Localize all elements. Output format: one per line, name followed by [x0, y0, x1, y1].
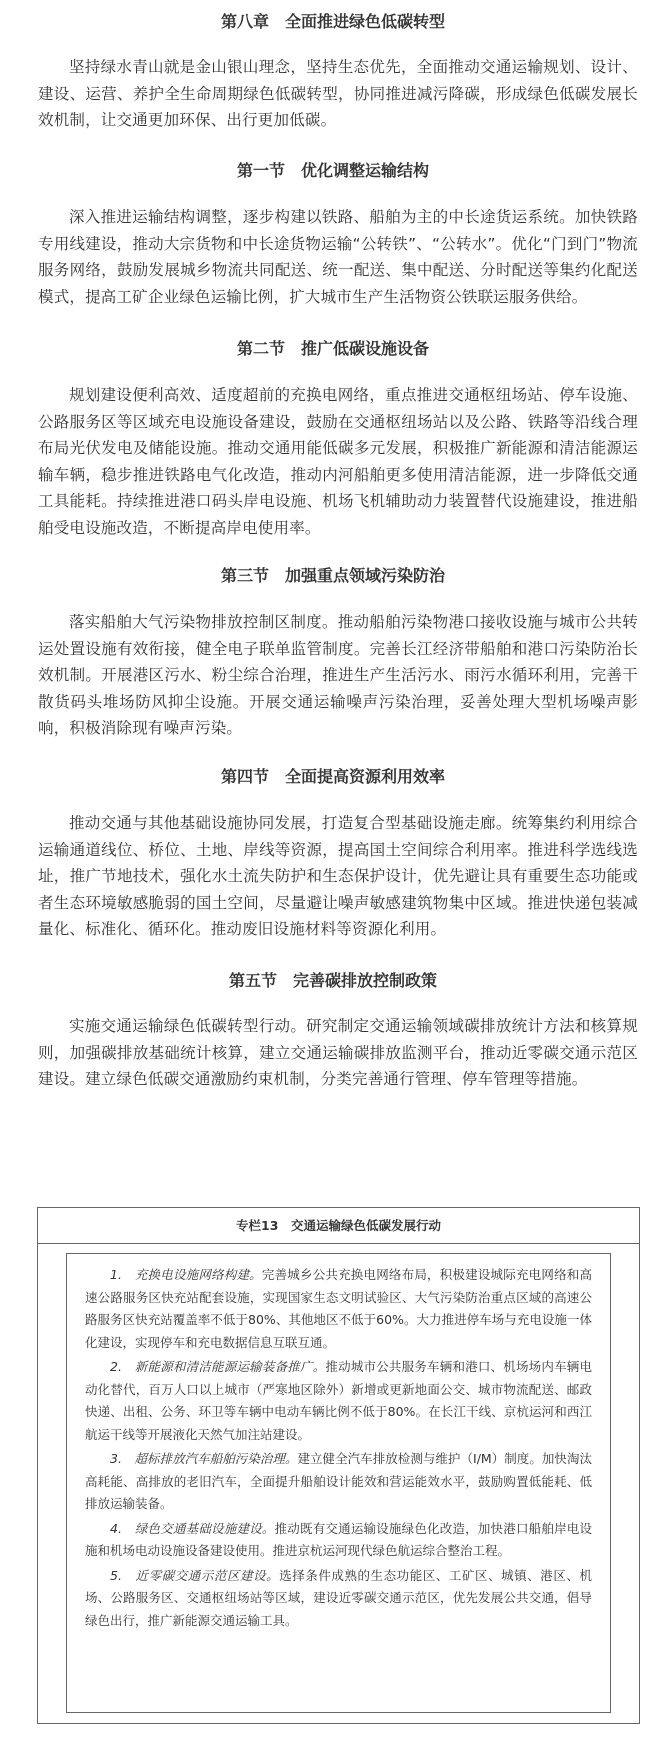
section-1-heading: [0, 158, 666, 181]
section-title: 第五节 完善碳排放控制政策: [228, 971, 437, 990]
section-2-heading: [0, 336, 666, 359]
section-5-heading: [0, 968, 666, 991]
column-item-text: 推动城市公共服务车辆和港口、机场场内车辆电动化替代，百万人口以上城市（严寒地区除外）新增或更新地面公交、城市物流配送、邮政快递、出租、公务、环卫等车辆中电动车辆比例不低于80%。在长江干线、京杭运河和西江航运干线等开展液化天然气加注站建设。: [85, 1359, 592, 1442]
column-item-lead: 4. 绿色交通基础设施建设。: [110, 1520, 275, 1536]
column-content: [66, 1253, 611, 1713]
section-3-text: 落实船舶大气污染物排放控制区制度。推动船舶污染物港口接收设施与城市公共转运处置设施有效衔接，健全电子联单监管制度。完善长江经济带船舶和港口污染防治长效机制。开展港区污水、粉尘综合治理，推进生产生活污水、雨污水循环利用，完善干散货码头堆场防风抑尘设施。开展交通运输噪声污染治理，妥善处理大型机场噪声影响，积极消除现有噪声污染。: [38, 613, 638, 737]
column-item: [85, 1264, 592, 1354]
column-item: [85, 1565, 592, 1633]
section-title: 第一节 优化调整运输结构: [236, 161, 429, 180]
column-item-text: 完善城乡公共充换电网络布局，积极建设城际充电网络和高速公路服务区快充站配套设施，实现国家生态文明试验区、大气污染防治重点区域的高速公路服务区快充站覆盖率不低于80%、其他地区不低于60%。大力推进停车场与充电设施一体化建设，实现停车和充电数据信息互联互通。: [85, 1267, 592, 1350]
column-item: [85, 1448, 592, 1516]
column-item-lead: 3. 超标排放汽车船舶污染治理。: [110, 1451, 298, 1466]
column-item-text: 建立健全汽车排放检测与维护（I/M）制度。加快淘汰高耗能、高排放的老旧汽车，全面提升船舶设计能效和营运能效水平，鼓励购置低能耗、低排放运输装备。: [85, 1451, 592, 1511]
column-item-lead: 5. 近零碳交通示范区建设。: [110, 1567, 280, 1583]
section-title: 第四节 全面提高资源利用效率: [220, 767, 445, 786]
section-4-heading: [0, 764, 666, 787]
column-item-text: 选择条件成熟的生态功能区、工矿区、城镇、港区、机场、公路服务区、交通枢纽场站等区域，建设近零碳交通示范区，优先发展公共交通，倡导绿色出行，推广新能源交通运输工具。: [85, 1567, 592, 1628]
column-item-lead: 2. 新能源和清洁能源运输装备推广。: [110, 1359, 326, 1374]
section-4-text: 推动交通与其他基础设施协同发展，打造复合型基础设施走廊。统筹集约利用综合运输通道线位、桥位、土地、岸线等资源，提高国土空间综合利用率。推进科学选线选址，推广节地技术，强化水土流失防护和生态保护设计，优先避让具有重要生态功能或者生态环境敏感脆弱的国土空间，尽量避让噪声敏感建筑物集中区域。推进快递包装减量化、标准化、循环化。推动废旧设施材料等资源化利用。: [38, 814, 638, 938]
column-title: 专栏13 交通运输绿色低碳发展行动: [38, 1208, 639, 1244]
section-5-text: 实施交通运输绿色低碳转型行动。研究制定交通运输领域碳排放统计方法和核算规则，加强碳排放基础统计核算，建立交通运输碳排放监测平台，推动近零碳交通示范区建设。建立绿色低碳交通激励约束机制，分类完善通行管理、停车管理等措施。: [38, 1017, 638, 1088]
section-title: 第二节 推广低碳设施设备: [236, 339, 429, 358]
section-2-text: 规划建设便利高效、适度超前的充换电网络，重点推进交通枢纽场站、停车设施、公路服务区等区域充电设施设备建设，鼓励在交通枢纽场站以及公路、铁路等沿线合理布局光伏发电及储能设施。推动交通用能低碳多元发展，积极推广新能源和清洁能源运输车辆，稳步推进铁路电气化改造，推动内河船舶更多使用清洁能源，进一步降低交通工具能耗。持续推进港口码头岸电设施、机场飞机辅助动力装置替代设施建设，推进船舶受电设施改造，不断提高岸电使用率。: [38, 386, 638, 537]
chapter-heading: [0, 9, 666, 32]
chapter-intro: 坚持绿水青山就是金山银山理念，坚持生态优先，全面推动交通运输规划、设计、建设、运营、养护全生命周期绿色低碳转型，协同推进减污降碳，形成绿色低碳发展长效机制，让交通更加环保、出行更加低碳。: [38, 58, 638, 129]
column-item-lead: 1. 充换电设施网络构建。: [110, 1267, 262, 1282]
section-1-text: 深入推进运输结构调整，逐步构建以铁路、船舶为主的中长途货运系统。加快铁路专用线建设，推动大宗货物和中长途货物运输“公转铁”、“公转水”。优化“门到门”物流服务网络，鼓励发展城乡物流共同配送、统一配送、集中配送、分时配送等集约化配送模式，提高工矿企业绿色运输比例，扩大城市生产生活物资公铁联运服务供给。: [38, 208, 638, 306]
column-item-text: 推动既有交通运输设施绿色化改造，加快港口船舶岸电设施和机场电动设施设备建设使用。推进京杭运河现代绿色航运综合整治工程。: [85, 1520, 592, 1558]
chapter-title: 第八章 全面推进绿色低碳转型: [220, 12, 445, 31]
column-item: [85, 1518, 592, 1563]
section-title: 第三节 加强重点领域污染防治: [220, 566, 445, 585]
column-item: [85, 1356, 592, 1446]
column-box: [37, 1207, 640, 1724]
section-3-heading: [0, 563, 666, 586]
